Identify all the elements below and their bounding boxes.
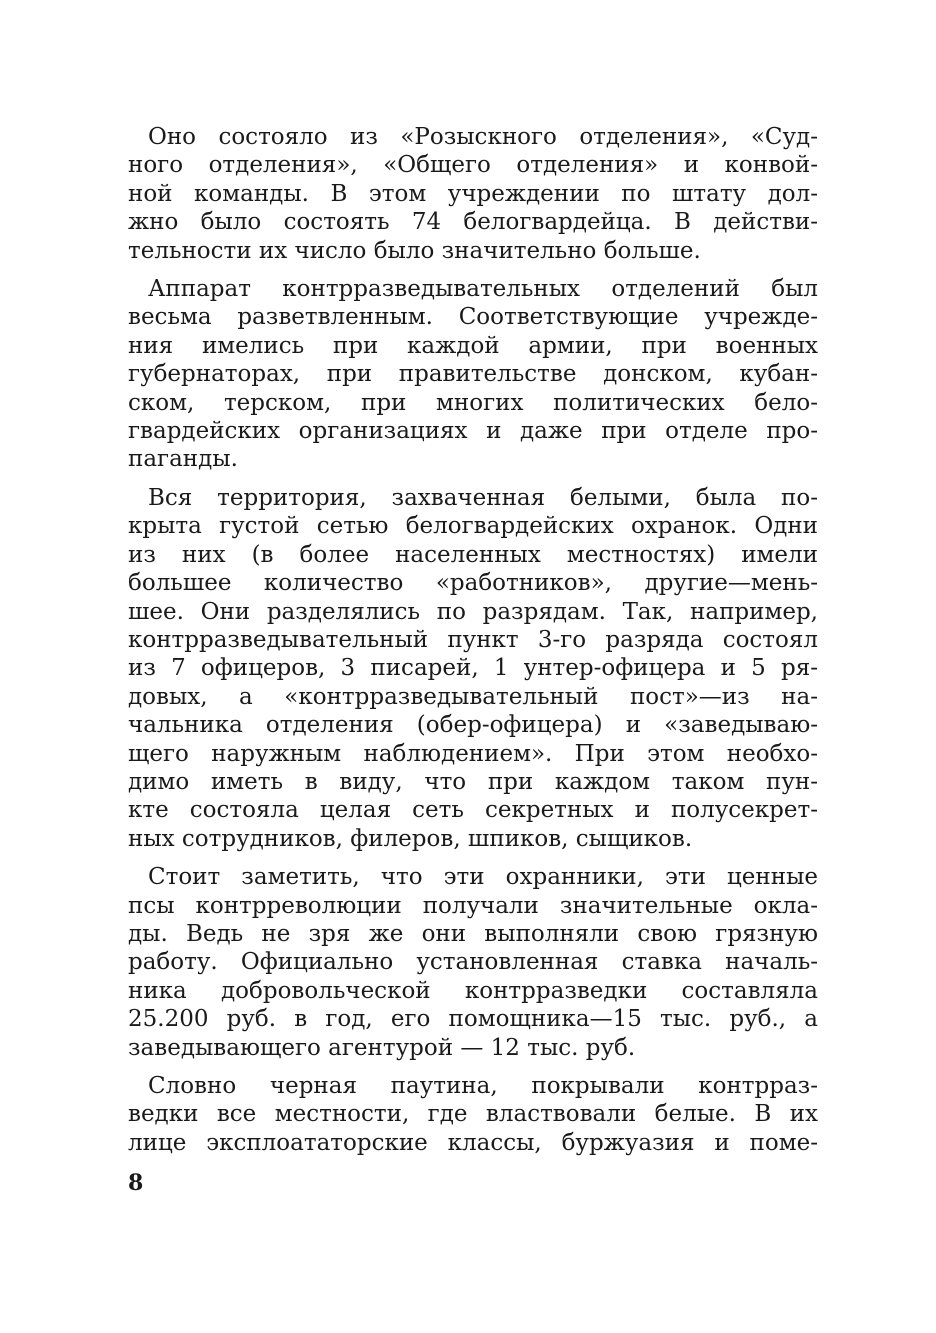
text-line: ного отделения», «Общего отделения» и конвой- bbox=[128, 152, 818, 179]
text-line: ском, терском, при многих политических бело- bbox=[128, 389, 818, 416]
text-line: тельности их число было значительно больше. bbox=[128, 237, 701, 264]
text-line: Аппарат контрразведывательных отделений был bbox=[148, 276, 818, 303]
paragraph-4 bbox=[128, 863, 818, 1062]
text-line: из них (в более населенных местностях) имели bbox=[128, 541, 818, 568]
text-line: ных сотрудников, филеров, шпиков, сыщиков. bbox=[128, 825, 693, 852]
text-line: паганды. bbox=[128, 446, 238, 473]
text-line: губернаторах, при правительстве донском, кубан- bbox=[128, 361, 818, 388]
text-line: ведки все местности, где властвовали белые. В их bbox=[128, 1101, 818, 1128]
text-line: Вся территория, захваченная белыми, была по- bbox=[148, 484, 818, 511]
text-line: псы контрреволюции получали значительные окла- bbox=[128, 892, 818, 919]
text-line: щего наружным наблюдением». При этом необхо- bbox=[128, 740, 818, 767]
text-line: чальника отделения (обер-офицера) и «заведываю- bbox=[128, 712, 818, 739]
paragraph-1 bbox=[128, 123, 818, 265]
text-line: шее. Они разделялись по разрядам. Так, например, bbox=[128, 598, 818, 625]
text-line: лице эксплоататорские классы, буржуазия и поме- bbox=[128, 1129, 818, 1156]
text-line: ния имелись при каждой армии, при военных bbox=[128, 332, 818, 359]
text-line: большее количество «работников», другие—мень- bbox=[128, 570, 818, 597]
text-line: Словно черная паутина, покрывали контрраз- bbox=[148, 1073, 818, 1099]
paragraph-3 bbox=[128, 484, 818, 853]
page-number: 8 bbox=[128, 1170, 144, 1196]
paragraph-5 bbox=[128, 1072, 818, 1157]
text-line: гвардейских организациях и даже при отделе про- bbox=[128, 418, 818, 445]
text-line: ной команды. В этом учреждении по штату дол- bbox=[128, 180, 818, 207]
text-line: жно было состоять 74 белогвардейца. В действи- bbox=[128, 209, 818, 236]
text-line: весьма разветвленным. Соответствующие учрежде- bbox=[128, 304, 818, 331]
text-line: ды. Ведь не зря же они выполняли свою грязную bbox=[128, 920, 818, 947]
text-line: Стоит заметить, что эти охранники, эти ценные bbox=[148, 864, 818, 891]
text-line: заведывающего агентурой — 12 тыс. руб. bbox=[128, 1034, 636, 1061]
text-line: Оно состояло из «Розыскного отделения», «Суд- bbox=[148, 124, 818, 150]
text-line: кте состояла целая сеть секретных и полусекрет- bbox=[128, 797, 818, 824]
body-text bbox=[128, 123, 818, 1167]
text-line: работу. Официально установленная ставка началь- bbox=[128, 949, 818, 976]
text-line: крыта густой сетью белогвардейских охранок. Одни bbox=[128, 513, 818, 540]
text-line: контрразведывательный пункт 3-го разряда состоял bbox=[128, 626, 818, 653]
text-line: ника добровольческой контрразведки составляла bbox=[128, 977, 818, 1004]
text-line: довых, а «контрразведывательный пост»—из на- bbox=[128, 683, 818, 710]
text-line: 25.200 руб. в год, его помощника—15 тыс. руб., а bbox=[128, 1006, 818, 1033]
text-line: из 7 офицеров, 3 писарей, 1 унтер-офицера и 5 ря- bbox=[128, 655, 818, 682]
text-line: димо иметь в виду, что при каждом таком пун- bbox=[128, 768, 818, 795]
paragraph-2 bbox=[128, 275, 818, 474]
